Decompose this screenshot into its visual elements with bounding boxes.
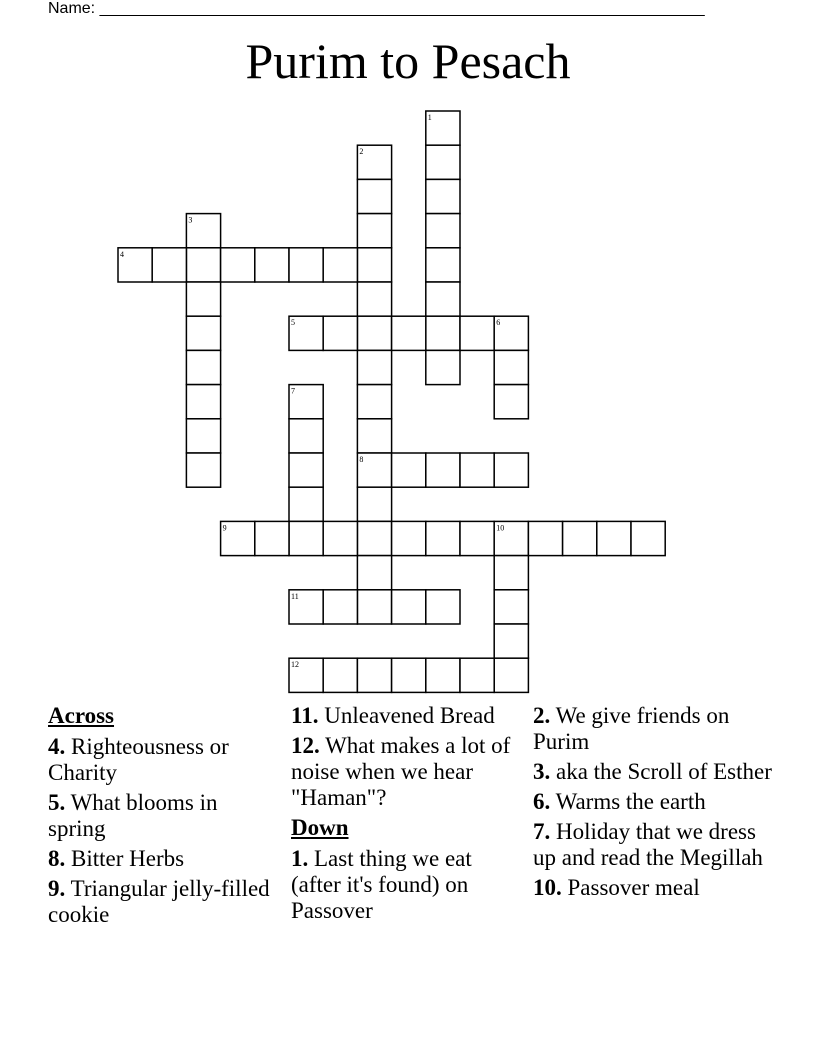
clue-down-6 [533, 789, 773, 815]
clue-text: Last thing we eat (after it's found) on Passover [291, 846, 472, 923]
grid-cell[interactable] [289, 248, 323, 282]
cell-number: 12 [291, 660, 299, 670]
clue-number: 10. [533, 875, 562, 900]
down-heading: Down [291, 815, 349, 840]
grid-cell[interactable] [392, 590, 426, 624]
grid-cell[interactable] [460, 658, 494, 692]
clue-number: 4. [48, 734, 66, 759]
name-field[interactable]: Name: ____________________________________________________________________ [48, 0, 705, 17]
grid-cell[interactable] [323, 590, 357, 624]
clue-text: We give friends on Purim [533, 703, 730, 754]
grid-cell[interactable] [494, 453, 528, 487]
grid-cell[interactable] [323, 316, 357, 350]
grid-cell[interactable] [563, 521, 597, 555]
grid-cell[interactable] [357, 556, 391, 590]
grid-cell[interactable] [186, 419, 220, 453]
clue-across-9 [48, 876, 278, 928]
grid-cell[interactable] [494, 658, 528, 692]
grid-cell[interactable] [357, 590, 391, 624]
grid-cell[interactable] [357, 419, 391, 453]
clues-column-3 [533, 703, 773, 905]
cell-number: 4 [120, 249, 124, 259]
clue-across-12 [291, 733, 523, 811]
across-heading: Across [48, 703, 115, 728]
cell-number: 7 [291, 386, 295, 396]
cell-number: 11 [291, 591, 299, 601]
clue-across-4 [48, 734, 278, 786]
clue-number: 8. [48, 846, 66, 871]
grid-cell[interactable] [426, 248, 460, 282]
cell-number: 5 [291, 318, 295, 328]
grid-cell[interactable] [494, 385, 528, 419]
cell-number: 8 [359, 455, 364, 464]
grid-cell[interactable] [357, 385, 391, 419]
clue-text: Righteousness or Charity [48, 734, 229, 785]
grid-cell[interactable] [631, 521, 665, 555]
clue-across-5 [48, 790, 278, 842]
clue-number: 11. [291, 703, 319, 728]
grid-cell[interactable] [186, 453, 220, 487]
grid-cell[interactable] [426, 453, 460, 487]
grid-cell[interactable] [392, 453, 426, 487]
grid-cell[interactable] [528, 521, 562, 555]
grid-cell[interactable] [426, 145, 460, 179]
grid-cell[interactable] [426, 316, 460, 350]
clue-text: aka the Scroll of Esther [550, 759, 772, 784]
grid-cell[interactable] [357, 316, 391, 350]
grid-cell[interactable] [426, 658, 460, 692]
clue-down-2 [533, 703, 773, 755]
grid-cell[interactable] [357, 248, 391, 282]
grid-cell[interactable] [460, 316, 494, 350]
grid-cell[interactable] [426, 521, 460, 555]
clue-text: Unleavened Bread [318, 703, 495, 728]
clue-text: What makes a lot of noise when we hear "Haman"? [291, 733, 511, 810]
clue-text: What blooms in spring [48, 790, 218, 841]
clues-column-1 [48, 703, 278, 932]
grid-cell[interactable] [289, 453, 323, 487]
cell-number: 10 [496, 523, 505, 533]
cell-number: 9 [222, 523, 227, 533]
clue-number: 2. [533, 703, 551, 728]
grid-cell[interactable] [357, 658, 391, 692]
grid-cell[interactable] [357, 214, 391, 248]
clue-number: 1. [291, 846, 309, 871]
cell-number: 3 [188, 215, 193, 225]
grid-cell[interactable] [221, 248, 255, 282]
clues-column-2 [291, 703, 523, 928]
clue-number: 9. [48, 876, 66, 901]
cell-number: 1 [427, 113, 432, 122]
grid-cell[interactable] [460, 521, 494, 555]
clue-down-3 [533, 759, 773, 785]
clue-down-7 [533, 819, 773, 871]
grid-cell[interactable] [357, 487, 391, 521]
clue-number: 5. [48, 790, 66, 815]
grid-cell[interactable] [152, 248, 186, 282]
page-title: Purim to Pesach [245, 33, 571, 89]
grid-cell[interactable] [255, 521, 289, 555]
grid-cell[interactable] [323, 248, 357, 282]
grid-cell[interactable] [289, 419, 323, 453]
clue-text: Holiday that we dress up and read the Megillah [533, 819, 763, 870]
clue-text: Triangular jelly-filled cookie [48, 876, 270, 927]
grid-cell[interactable] [186, 350, 220, 384]
grid-cell[interactable] [426, 282, 460, 316]
grid-cell[interactable] [357, 282, 391, 316]
clue-down-1 [291, 846, 523, 924]
grid-cell[interactable] [357, 521, 391, 555]
grid-cell[interactable] [186, 282, 220, 316]
grid-cell[interactable] [426, 179, 460, 213]
grid-cell[interactable] [255, 248, 289, 282]
grid-cell[interactable] [323, 521, 357, 555]
clue-across-11 [291, 703, 523, 729]
clue-text: Bitter Herbs [65, 846, 185, 871]
grid-cell[interactable] [460, 453, 494, 487]
grid-cell[interactable] [426, 590, 460, 624]
grid-cell[interactable] [597, 521, 631, 555]
clue-number: 12. [291, 733, 320, 758]
grid-cell[interactable] [186, 316, 220, 350]
grid-cell[interactable] [289, 521, 323, 555]
grid-cell[interactable] [392, 658, 426, 692]
clue-text: Warms the earth [550, 789, 706, 814]
clue-number: 6. [533, 789, 551, 814]
cell-number: 6 [496, 318, 501, 328]
grid-cell[interactable] [392, 521, 426, 555]
grid-cell[interactable] [357, 350, 391, 384]
cell-number: 2 [359, 147, 364, 157]
clue-number: 7. [533, 819, 551, 844]
grid-cell[interactable] [494, 624, 528, 658]
clue-down-10 [533, 875, 773, 901]
grid-cell[interactable] [426, 350, 460, 384]
grid-cell[interactable] [186, 385, 220, 419]
grid-cell[interactable] [323, 658, 357, 692]
grid-cell[interactable] [494, 556, 528, 590]
grid-cell[interactable] [494, 590, 528, 624]
grid-cell[interactable] [426, 214, 460, 248]
grid-cell[interactable] [392, 316, 426, 350]
grid-cell[interactable] [289, 487, 323, 521]
grid-cell[interactable] [357, 179, 391, 213]
grid-cell[interactable] [494, 350, 528, 384]
clue-text: Passover meal [561, 875, 700, 900]
clue-across-8 [48, 846, 278, 872]
grid-cell[interactable] [186, 248, 220, 282]
clue-number: 3. [533, 759, 551, 784]
